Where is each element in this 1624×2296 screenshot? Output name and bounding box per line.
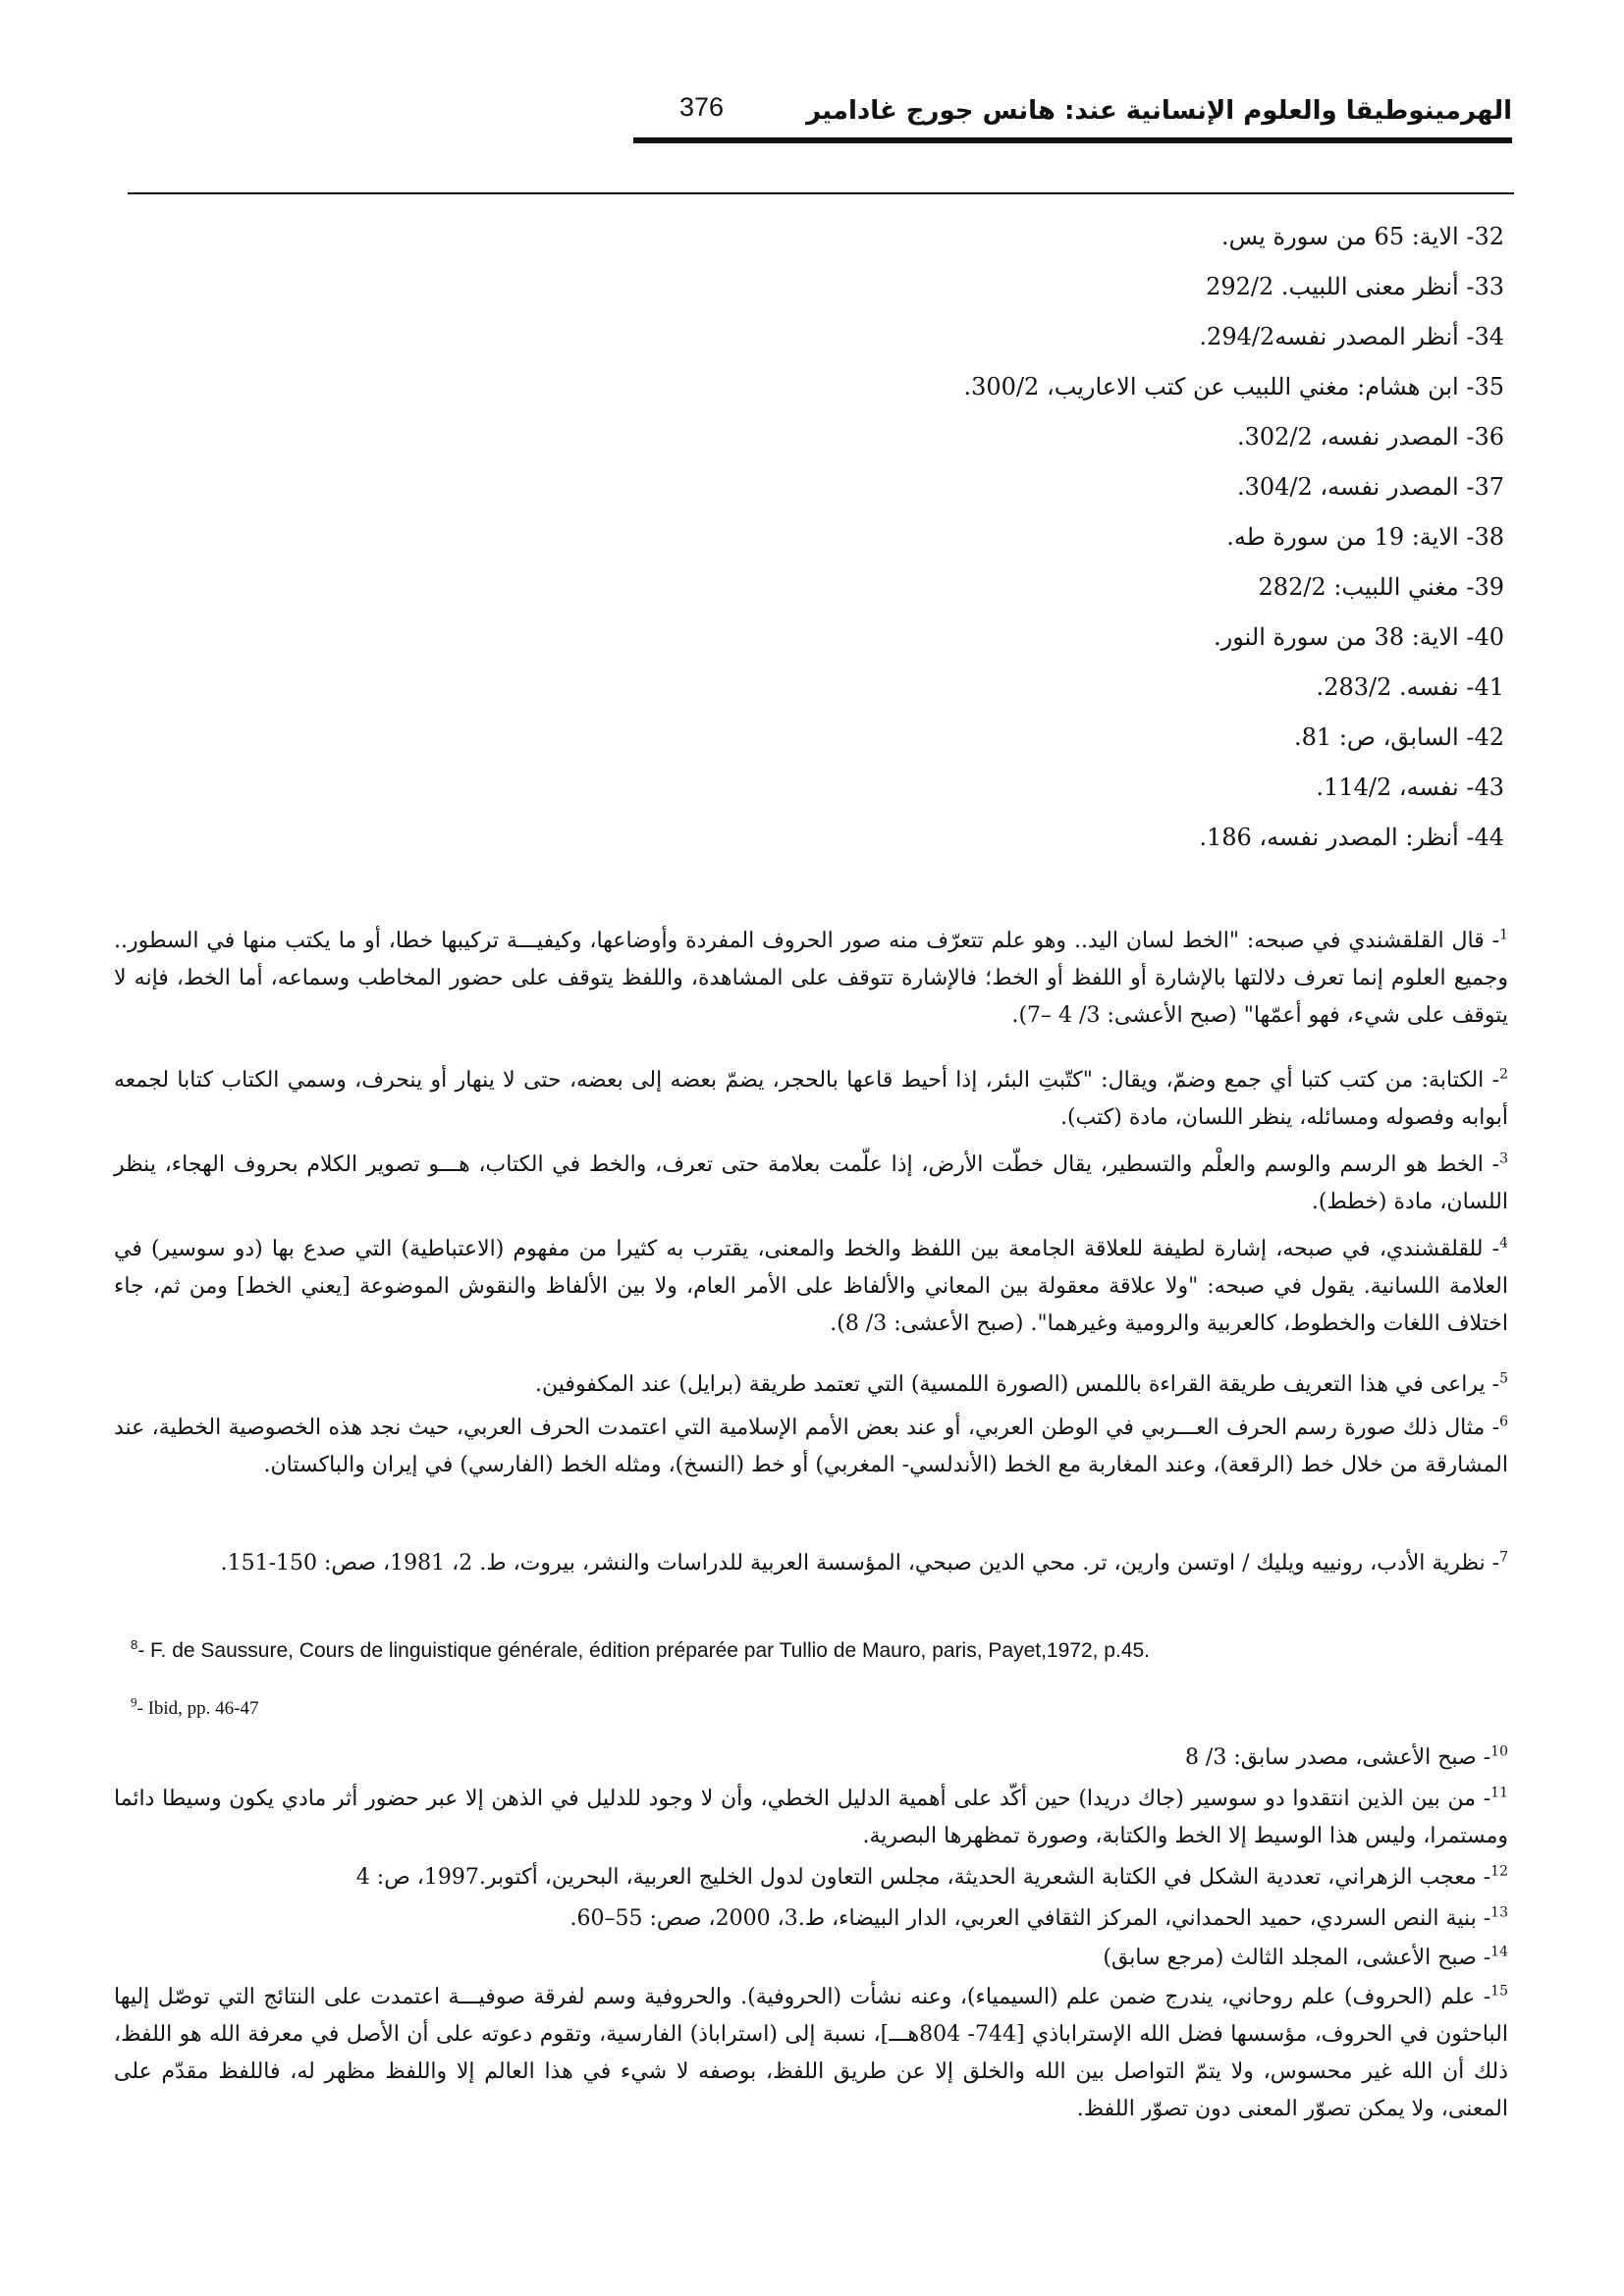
endnote-item: 42- السابق، ص: 81. bbox=[1294, 723, 1504, 751]
footnote-number: 15 bbox=[1490, 1983, 1508, 2000]
footnote-number: 10 bbox=[1490, 1743, 1508, 1760]
footnote bbox=[114, 1545, 1508, 1582]
footnote-number: 2 bbox=[1499, 1066, 1508, 1083]
endnote-item: 44- أنظر: المصدر نفسه، 186. bbox=[1199, 824, 1504, 851]
footnote bbox=[114, 1231, 1508, 1343]
endnote-item: 38- الاية: 19 من سورة طه. bbox=[1226, 523, 1504, 551]
footnote bbox=[114, 1366, 1508, 1404]
footnote-number: 6 bbox=[1499, 1414, 1508, 1430]
footnote-text: - مثال ذلك صورة رسم الحرف العـــربي في الوطن العربي، أو عند بعض الأمم الإسلامية التي اعتمدت الحرف العربي، حيث نجد هذه الخصوصية الخطية، عند المشارقة من خلال خط (الرقعة)، وعند المغاربة مع الخط (الأندلسي- المغربي) أو خط (النسخ)، ومثله الخط (الفارسي) في إيران والباكستان. bbox=[114, 1415, 1508, 1477]
endnote-item: 34- أنظر المصدر نفسه294/2. bbox=[1199, 323, 1504, 350]
footnote-latin bbox=[131, 1639, 1150, 1663]
endnote-item: 32- الاية: 65 من سورة يس. bbox=[1220, 223, 1504, 250]
endnote-item: 33- أنظر معنى اللبيب. 292/2 bbox=[1206, 273, 1504, 300]
running-title: الهرمينوطيقا والعلوم الإنسانية عند: هانس جورج غادامير bbox=[806, 96, 1512, 126]
footnote-number: 9 bbox=[131, 1694, 137, 1710]
footnote-text: - صبح الأعشى، مصدر سابق: 3/ 8 bbox=[1184, 1745, 1491, 1770]
footnote-number: 1 bbox=[1499, 927, 1508, 943]
endnote-item: 43- نفسه، 114/2. bbox=[1316, 774, 1504, 801]
footnote-text: - يراعى في هذا التعريف طريقة القراءة باللمس (الصورة اللمسية) التي تعتمد طريقة (برايل) عند المكفوفين. bbox=[535, 1372, 1500, 1397]
content-rule bbox=[128, 192, 1514, 194]
footnote bbox=[114, 1940, 1508, 1977]
endnote-item: 39- مغني اللبيب: 282/2 bbox=[1258, 573, 1504, 601]
footnote-text: - الخط هو الرسم والوسم والعلْم والتسطير، يقال خطّت الأرض، إذا علّمت بعلامة حتى تعرف، والخط في الكتاب، هـــو تصوير الكلام بحروف الهجاء، ينظر اللسان، مادة (خطط). bbox=[114, 1152, 1508, 1214]
footnote-number: 3 bbox=[1499, 1150, 1508, 1167]
footnote-latin bbox=[131, 1694, 259, 1720]
footnote-text: - قال القلقشندي في صبحه: "الخط لسان اليد.. وهو علم تتعرّف منه صور الحروف المفردة وأوضاعها، وكيفيـــة تركيبها خطا، أو ما يكتب منها في السطور.. وجميع العلوم إنما تعرف دلالتها بالإشارة أو اللفظ أو الخط؛ فالإشارة تتوقف على المشاهدة، واللفظ يتوقف على حضور المخاطب وسماعه، أما الخط، فإنه لا يتوقف على شيء، فهو أعمّها" (صبح الأعشى: 3/ 4 –7). bbox=[114, 929, 1508, 1028]
header-rule bbox=[633, 137, 1512, 143]
footnote-number: 11 bbox=[1490, 1785, 1508, 1801]
endnote-list bbox=[817, 212, 1504, 863]
footnote-number: 5 bbox=[1499, 1370, 1508, 1387]
footnote-number: 7 bbox=[1499, 1549, 1508, 1566]
endnote-item: 40- الاية: 38 من سورة النور. bbox=[1214, 623, 1504, 651]
footnote-number: 4 bbox=[1499, 1235, 1508, 1252]
footnote-number: 12 bbox=[1490, 1863, 1508, 1880]
footnote bbox=[114, 1062, 1508, 1137]
footnote-text: - نظرية الأدب، رونييه ويليك / اوتسن وارين، تر. محي الدين صبحي، المؤسسة العربية للدراسات والنشر، بيروت، ط. 2، 1981، صص: 150-151. bbox=[220, 1551, 1500, 1575]
footnote bbox=[114, 1979, 1508, 2128]
endnote-item: 35- ابن هشام: مغني اللبيب عن كتب الاعاريب، 300/2. bbox=[963, 373, 1504, 400]
footnote bbox=[114, 923, 1508, 1035]
endnote-item: 41- نفسه. 283/2. bbox=[1316, 673, 1504, 701]
footnote-number: 14 bbox=[1490, 1944, 1508, 1960]
footnote bbox=[114, 1859, 1508, 1896]
footnote-text: - علم (الحروف) علم روحاني، يندرج ضمن علم (السيمياء)، وعنه نشأت (الحروفية). والحروفية وسم لفرقة صوفيـــة اعتمدت على النتائج التي توصّل إليها الباحثون في الحروف، مؤسسها فضل الله الإستراباذي [744- 804هـــ]، نسبة إلى (استراباذ) الفارسية، وتقوم دعوته على أن الأصل في معرفة الله هو اللفظ، ذلك أن الله غير محسوس، ولا يتمّ التواصل بين الله والخلق إلا عن طريق اللفظ، بوصفه لا شيء في هذا العالم إلا واللفظ مظهر له، فاللفظ مقدّم على المعنى، ولا يمكن تصوّر المعنى دون تصوّر اللفظ. bbox=[114, 1985, 1508, 2121]
footnote bbox=[114, 1781, 1508, 1855]
footnote bbox=[114, 1147, 1508, 1221]
footnote-number: 13 bbox=[1490, 1904, 1508, 1921]
footnote bbox=[114, 1739, 1508, 1777]
footnote-text: - معجب الزهراني، تعددية الشكل في الكتابة الشعرية الحديثة، مجلس التعاون لدول الخليج العربية، البحرين، أكتوبر.1997، ص: 4 bbox=[355, 1865, 1491, 1890]
footnote-text: - للقلقشندي، في صبحه، إشارة لطيفة للعلاقة الجامعة بين اللفظ والخط والمعنى، يقترب به كثيرا من مفهوم (الاعتباطية) التي صدع بها (دو سوسير) في العلامة اللسانية. يقول في صبحه: "ولا علاقة معقولة بين المعاني والألفاظ على الأمر العام، ولا بين الألفاظ والنقوش الموضوعة [يعني الخط] ومن ثم، جاء اختلاف اللغات والخطوط، كالعربية والرومية وغيرهما". (صبح الأعشى: 3/ 8). bbox=[114, 1237, 1508, 1336]
endnote-item: 36- المصدر نفسه، 302/2. bbox=[1236, 423, 1504, 451]
footnote-text: - F. de Saussure, Cours de linguistique générale, édition préparée par Tullio de Mauro, paris, Payet,1972, p.45. bbox=[137, 1639, 1151, 1662]
footnote-text: - صبح الأعشى، المجلد الثالث (مرجع سابق) bbox=[1103, 1946, 1491, 1970]
footnote-text: - Ibid, pp. 46-47 bbox=[136, 1698, 259, 1719]
footnote bbox=[114, 1410, 1508, 1484]
footnote-text: - بنية النص السردي، حميد الحمداني، المركز الثقافي العربي، الدار البيضاء، ط.3، 2000، صص: 55–60. bbox=[569, 1906, 1491, 1931]
page-number: 376 bbox=[679, 92, 725, 122]
footnote-number: 8 bbox=[131, 1637, 138, 1652]
endnote-item: 37- المصدر نفسه، 304/2. bbox=[1236, 473, 1504, 501]
footnote-text: - من بين الذين انتقدوا دو سوسير (جاك دريدا) حين أكّد على أهمية الدليل الخطي، وأن لا وجود للدليل في الذهن إلا عبر حضور أثر مادي يكون وسيطا دائما ومستمرا، وليس هذا الوسيط إلا الخط والكتابة، وصورة تمظهرها البصرية. bbox=[114, 1787, 1508, 1848]
footnote-text: - الكتابة: من كتب كتبا أي جمع وضمّ، ويقال: "كتّبتِ البئر، إذا أحيط قاعها بالحجر، يضمّ بعضه إلى بعضه، حتى لا ينهار أو ينحرف، وسمي الكتاب كتابا لجمعه أبوابه وفصوله ومسائله، ينظر اللسان، مادة (كتب). bbox=[114, 1068, 1508, 1130]
footnote bbox=[114, 1900, 1508, 1938]
